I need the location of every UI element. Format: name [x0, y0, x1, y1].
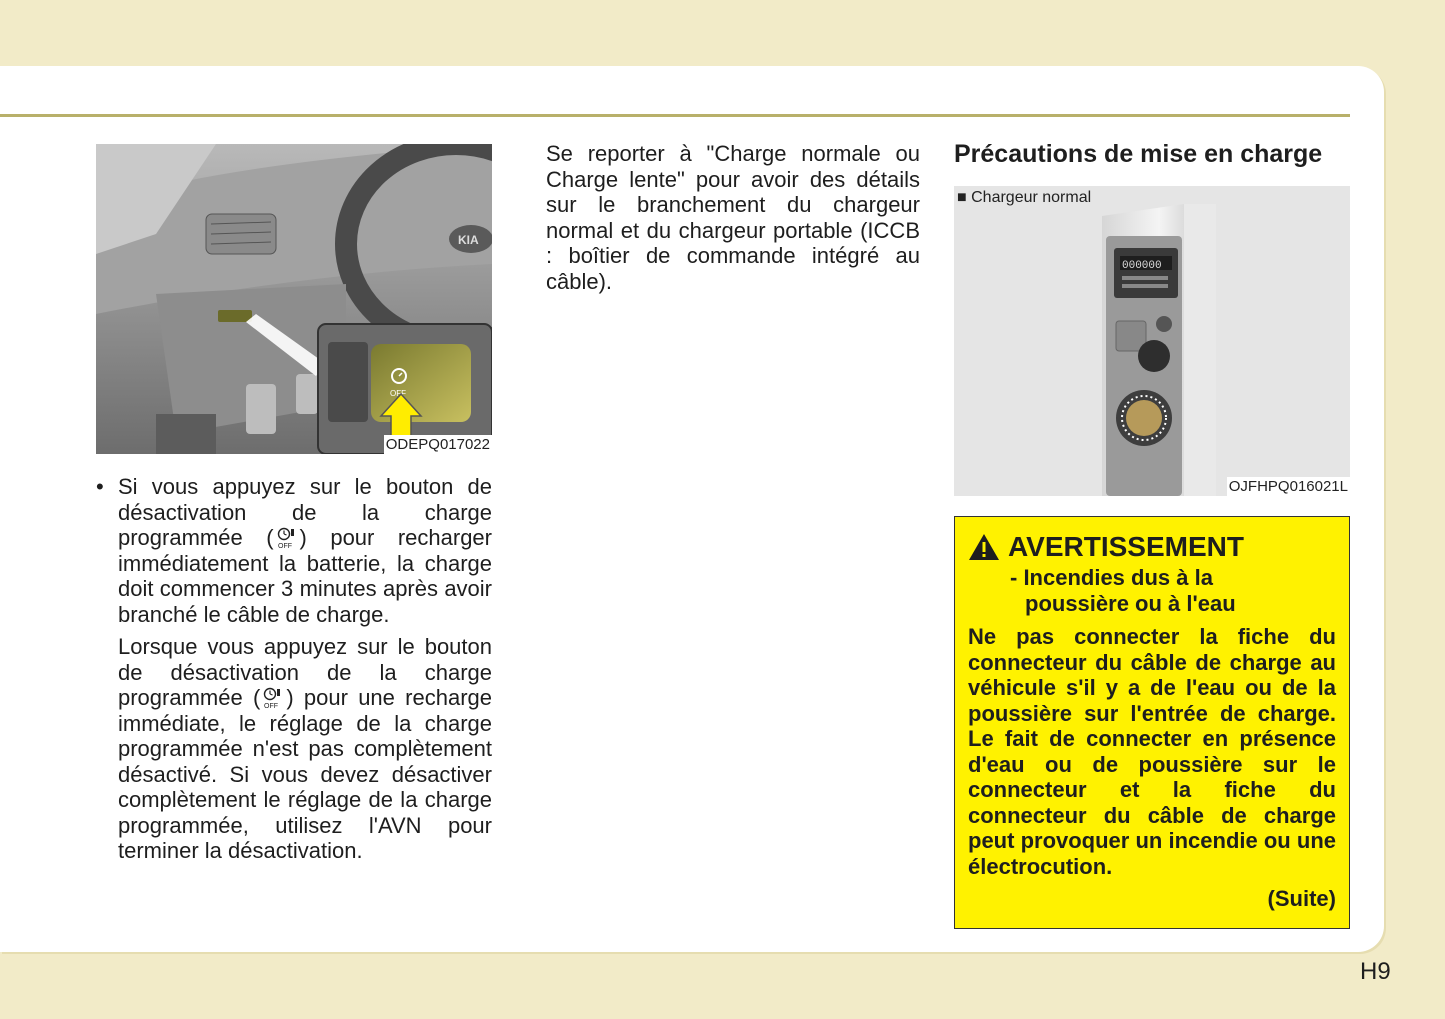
figure-caption: ■ Chargeur normal	[957, 189, 1092, 206]
warning-heading	[968, 531, 1336, 563]
left-column	[96, 144, 492, 864]
svg-text:KIA: KIA	[458, 233, 479, 247]
bullet-text-end: ) pour recharger immédiatement la batterie, la charge doit commencer 3 minutes après avoir branché le câble de charge.	[118, 525, 492, 627]
page-number: H9	[1360, 958, 1391, 985]
svg-text:OFF: OFF	[390, 389, 406, 398]
warning-body: Ne pas connecter la fiche du connecteur du câble de charge au véhicule s'il y a de l'eau ou de la poussière sur l'entrée de charge. Le fait de connecter en présence d'eau ou de poussière sur le connecteur et la fiche du connecteur du câble de charge peut provoquer un incendie ou une électrocution.	[968, 624, 1336, 879]
warning-subtitle-line1: - Incendies dus à la	[1010, 565, 1213, 590]
bullet-mark: •	[96, 474, 104, 499]
charge-button-figure	[96, 144, 492, 454]
charging-station-illustration	[954, 186, 1350, 496]
svg-text:OFF: OFF	[277, 543, 292, 549]
paragraph-text-end: ) pour une recharge immédiate, le réglage de la charge programmée n'est pas complètement désactivé. Si vous devez désactiver complètement le réglage de la charge programmée, utilisez l'AVN pour terminer la désactivation.	[118, 685, 492, 863]
bullet-text-start: Si vous appuyez sur le bouton de désactivation de la charge programmée (	[118, 474, 492, 550]
car-interior-illustration	[96, 144, 492, 454]
section-title: Précautions de mise en charge	[954, 140, 1323, 168]
warning-triangle-icon	[968, 533, 1000, 561]
scheduled-charge-off-icon	[274, 527, 300, 549]
middle-column	[546, 141, 920, 294]
charger-display: 000000	[1122, 260, 1162, 272]
bullet-item	[96, 474, 492, 627]
figure-code: OJFHPQ016021L	[1228, 478, 1348, 495]
reference-paragraph: Se reporter à "Charge normale ou Charge lente" pour avoir des détails sur le branchement du chargeur normal et du chargeur portable (ICCB : boîtier de commande intégré au câble).	[546, 141, 920, 294]
follow-up-paragraph	[96, 634, 492, 864]
scheduled-charge-off-icon	[260, 687, 286, 709]
continued-label: (Suite)	[1267, 886, 1336, 911]
header-rule	[0, 114, 1350, 117]
svg-text:OFF: OFF	[264, 703, 279, 709]
warning-subtitle	[1010, 565, 1336, 617]
normal-charger-figure	[954, 186, 1350, 496]
paragraph-text-start: Lorsque vous appuyez sur le bouton de désactivation de la charge programmée (	[118, 634, 492, 710]
warning-box	[954, 516, 1350, 929]
right-column	[954, 140, 1350, 929]
figure-code: ODEPQ017022	[385, 436, 490, 453]
warning-subtitle-line2: poussière ou à l'eau	[1025, 591, 1236, 616]
warning-title: AVERTISSEMENT	[1008, 531, 1244, 562]
